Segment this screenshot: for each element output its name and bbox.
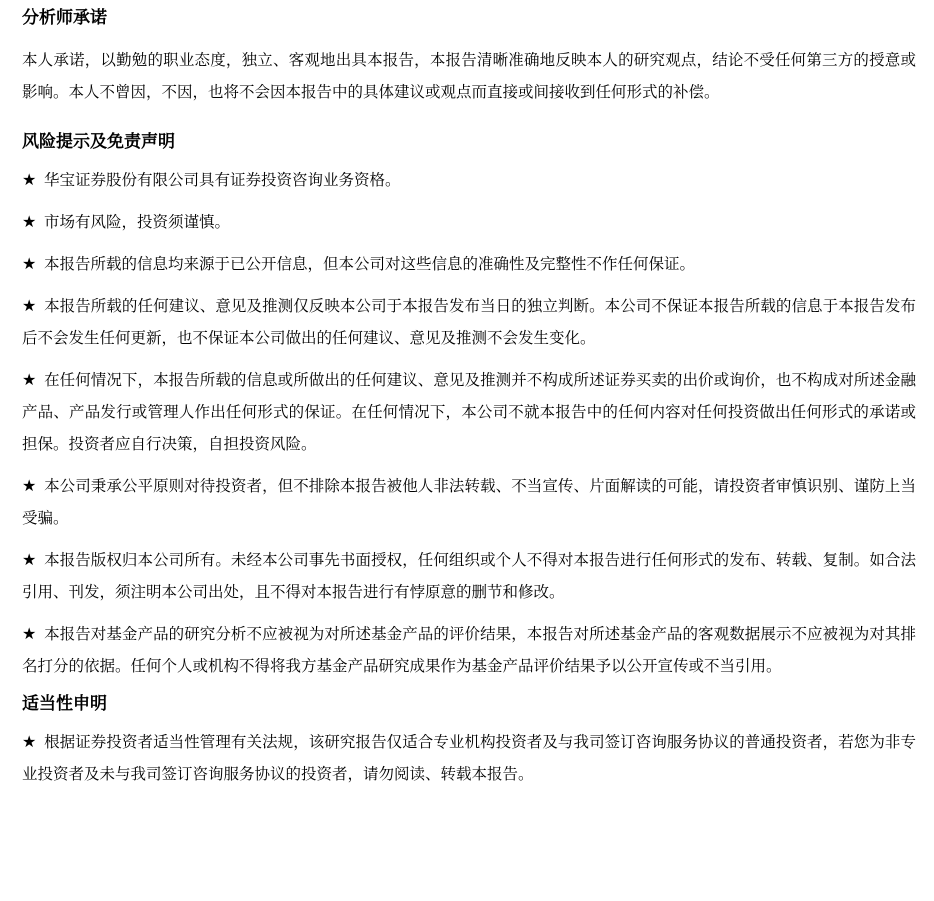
star-bullet-icon: ★ — [22, 296, 37, 315]
risk-item — [22, 544, 916, 608]
star-bullet-icon: ★ — [22, 370, 37, 389]
suitability-text: 根据证券投资者适当性管理有关法规，该研究报告仅适合专业机构投资者及与我司签订咨询服务协议的普通投资者，若您为非专业投资者及未与我司签订咨询服务协议的投资者，请勿阅读、转载本报告。 — [22, 733, 916, 783]
risk-item-text: 本公司秉承公平原则对待投资者，但不排除本报告被他人非法转载、不当宣传、片面解读的可能，请投资者审慎识别、谨防上当受骗。 — [22, 477, 916, 527]
suitability-title: 适当性申明 — [22, 694, 107, 714]
risk-item — [22, 206, 916, 238]
risk-item-text: 市场有风险，投资须谨慎。 — [44, 213, 231, 231]
suitability-item — [22, 726, 916, 790]
risk-item-text: 本报告版权归本公司所有。未经本公司事先书面授权，任何组织或个人不得对本报告进行任何形式的发布、转载、复制。如合法引用、刊发，须注明本公司出处，且不得对本报告进行有悖原意的删节和修改。 — [22, 551, 916, 601]
star-bullet-icon: ★ — [22, 170, 37, 189]
star-bullet-icon: ★ — [22, 732, 37, 751]
risk-item-text: 本报告所载的任何建议、意见及推测仅反映本公司于本报告发布当日的独立判断。本公司不保证本报告所载的信息于本报告发布后不会发生任何更新，也不保证本公司做出的任何建议、意见及推测不会发生变化。 — [22, 297, 916, 347]
star-bullet-icon: ★ — [22, 212, 37, 231]
star-bullet-icon: ★ — [22, 624, 37, 643]
risk-item — [22, 248, 916, 280]
star-bullet-icon: ★ — [22, 550, 37, 569]
risk-item — [22, 364, 916, 460]
risk-item-text: 本报告所载的信息均来源于已公开信息，但本公司对这些信息的准确性及完整性不作任何保证。 — [44, 255, 696, 273]
risk-disclaimer-title: 风险提示及免责声明 — [22, 132, 175, 152]
risk-item — [22, 164, 916, 196]
star-bullet-icon: ★ — [22, 254, 37, 273]
star-bullet-icon: ★ — [22, 476, 37, 495]
risk-item — [22, 618, 916, 682]
risk-item — [22, 470, 916, 534]
risk-item-text: 本报告对基金产品的研究分析不应被视为对所述基金产品的评价结果，本报告对所述基金产品的客观数据展示不应被视为对其排名打分的依据。任何个人或机构不得将我方基金产品研究成果作为基金产品评价结果予以公开宣传或不当引用。 — [22, 625, 916, 675]
risk-item-text: 在任何情况下，本报告所载的信息或所做出的任何建议、意见及推测并不构成所述证券买卖的出价或询价，也不构成对所述金融产品、产品发行或管理人作出任何形式的保证。在任何情况下，本公司不就本报告中的任何内容对任何投资做出任何形式的承诺或担保。投资者应自行决策，自担投资风险。 — [22, 371, 916, 453]
analyst-commitment-title: 分析师承诺 — [22, 8, 107, 28]
analyst-commitment-text: 本人承诺，以勤勉的职业态度，独立、客观地出具本报告，本报告清晰准确地反映本人的研究观点，结论不受任何第三方的授意或影响。本人不曾因，不因，也将不会因本报告中的具体建议或观点而直接或间接收到任何形式的补偿。 — [22, 51, 916, 101]
risk-item-text: 华宝证券股份有限公司具有证券投资咨询业务资格。 — [44, 171, 401, 189]
risk-item-list — [22, 164, 916, 682]
risk-item — [22, 290, 916, 354]
